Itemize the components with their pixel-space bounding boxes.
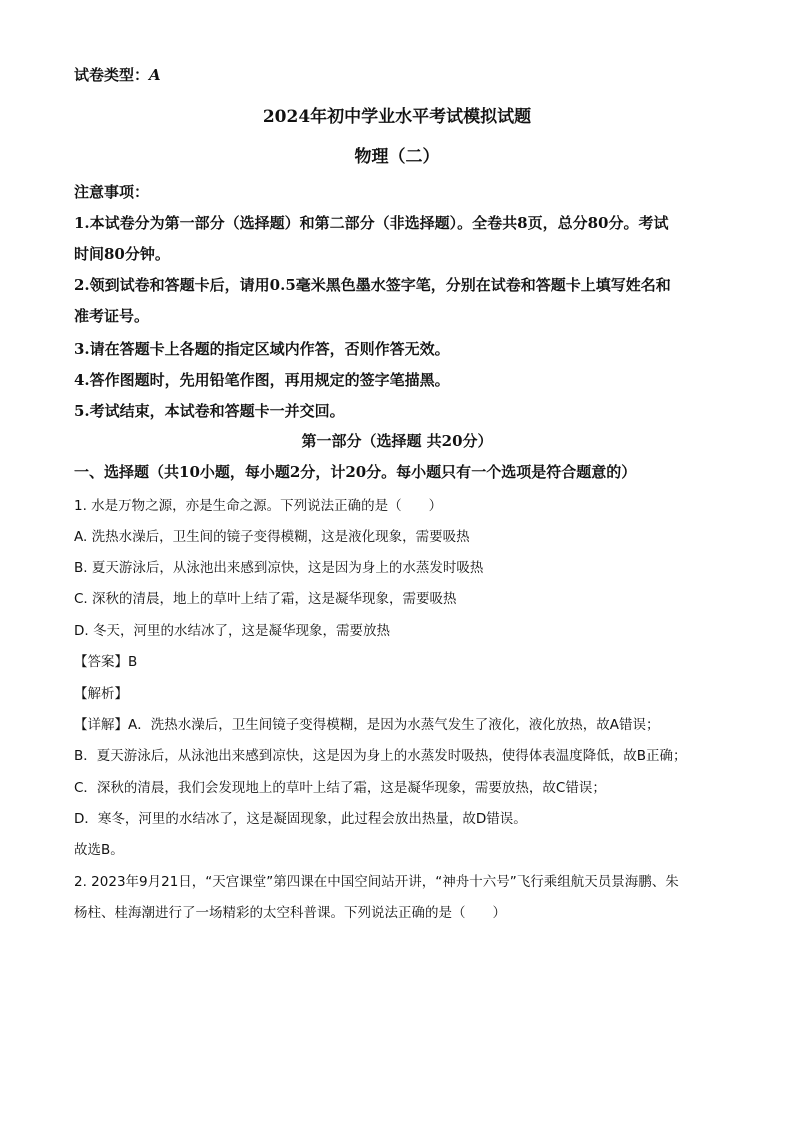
question-1-option-a: A. 洗热水澡后，卫生间的镜子变得模糊，这是液化现象，需要吸热 (74, 529, 470, 545)
question-2-stem-line2: 杨柱、桂海潮进行了一场精彩的太空科普课。下列说法正确的是（ ） (74, 905, 506, 921)
section-heading: 一、选择题（共10小题，每小题2分，计20分。每小题只有一个选项是符合题意的） (74, 463, 637, 481)
question-1-option-b: B. 夏天游泳后，从泳池出来感到凉快，这是因为身上的水蒸发时吸热 (74, 560, 484, 576)
note-line: 1.本试卷分为第一部分（选择题）和第二部分（非选择题）。全卷共8页，总分80分。考试 (74, 214, 669, 232)
question-1-option-c: C. 深秋的清晨，地上的草叶上结了霜，这是凝华现象，需要吸热 (74, 591, 457, 607)
question-1-stem: 1. 水是万物之源，亦是生命之源。下列说法正确的是（ ） (74, 498, 443, 514)
detail-line: D．寒冬，河里的水结冰了，这是凝固现象，此过程会放出热量，故D错误。 (74, 811, 527, 827)
detail-line: 【详解】A．洗热水澡后，卫生间镜子变得模糊，是因为水蒸气发生了液化，液化放热，故A错误； (74, 717, 660, 733)
note-line: 5.考试结束，本试卷和答题卡一并交回。 (74, 402, 345, 420)
part1-heading: 第一部分（选择题 共20分） (301, 432, 493, 450)
detail-line: C．深秋的清晨，我们会发现地上的草叶上结了霜，这是凝华现象，需要放热，故C错误； (74, 780, 606, 796)
note-line: 4.答作图题时，先用铅笔作图，再用规定的签字笔描黑。 (74, 371, 450, 389)
analysis-label: 【解析】 (74, 686, 128, 702)
question-1-option-d: D. 冬天，河里的水结冰了，这是凝华现象，需要放热 (74, 623, 390, 639)
detail-line: 故选B。 (74, 842, 124, 858)
question-2-stem-line1: 2. 2023年9月21日，“天宫课堂”第四课在中国空间站开讲，“神舟十六号”飞行乘组航天员景海鹏、朱 (74, 874, 679, 890)
exam-subtitle: 物理（二） (354, 147, 440, 167)
paper-type-label: 试卷类型： (74, 66, 150, 84)
note-line: 3.请在答题卡上各题的指定区域内作答，否则作答无效。 (74, 340, 450, 358)
note-line: 2.领到试卷和答题卡后，请用0.5毫米黑色墨水签字笔，分别在试卷和答题卡上填写姓名和 (74, 276, 671, 294)
exam-title: 2024年初中学业水平考试模拟试题 (262, 107, 532, 127)
detail-line: B．夏天游泳后，从泳池出来感到凉快，这是因为身上的水蒸发时吸热，使得体表温度降低，故B正确； (74, 748, 687, 764)
paper-type-value: A (149, 66, 161, 84)
notes-heading: 注意事项： (74, 183, 150, 201)
note-line: 时间80分钟。 (74, 245, 170, 263)
answer-label: 【答案】B (74, 654, 138, 670)
paper-type (74, 64, 161, 85)
note-line: 准考证号。 (74, 307, 150, 325)
